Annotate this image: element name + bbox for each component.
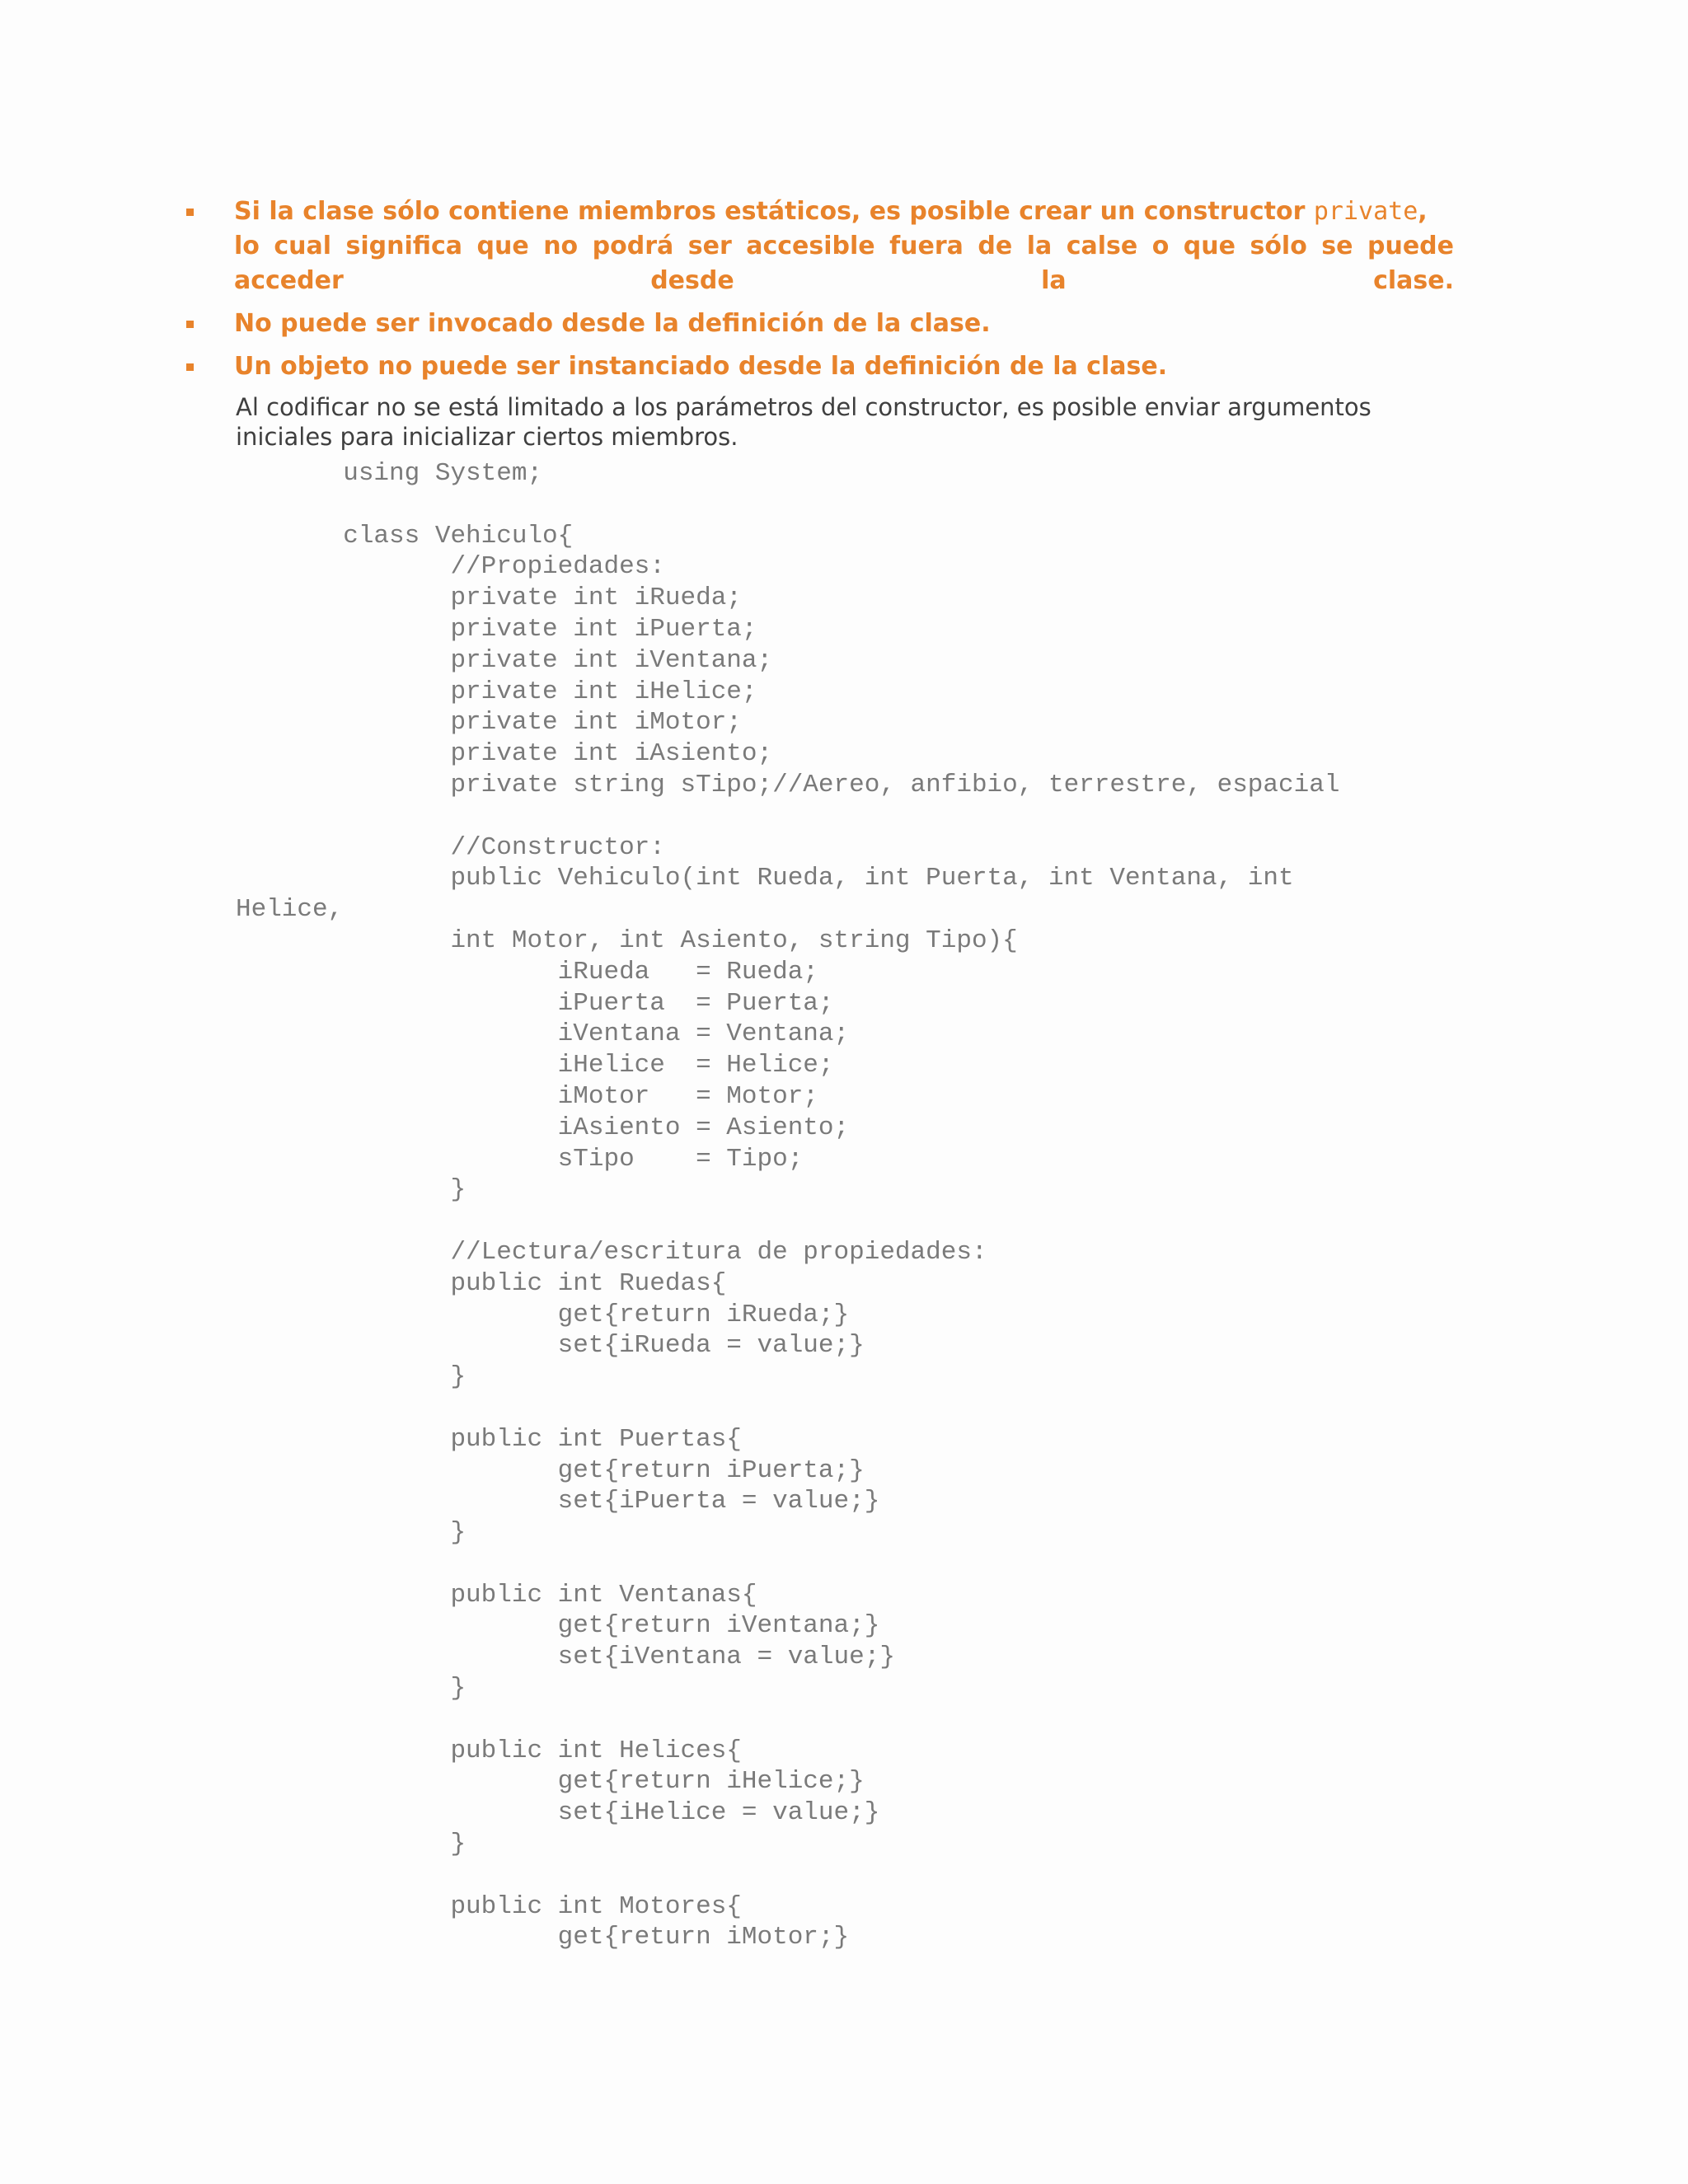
code-line: private int iMotor; xyxy=(236,708,742,738)
code-line: set{iRueda = value;} xyxy=(236,1331,865,1361)
intro-paragraph: Al codificar no se está limitado a los parámetros del constructor, es posible enviar argumentos iniciales para inicializar ciertos miembros. xyxy=(236,393,1372,451)
code-listing xyxy=(236,458,1339,1953)
code-line: } xyxy=(236,1518,467,1548)
code-line: set{iVentana = value;} xyxy=(236,1643,895,1672)
code-line: //Propiedades: xyxy=(236,552,665,582)
code-line: private int iRueda; xyxy=(236,583,742,613)
code-line: public int Puertas{ xyxy=(236,1424,742,1454)
code-line: Helice, xyxy=(236,895,344,925)
code-line: private int iPuerta; xyxy=(236,614,757,644)
code-line: iAsiento = Asiento; xyxy=(236,1113,850,1142)
bullet-text: Un objeto no puede ser instanciado desde la definición de la clase. xyxy=(234,352,1168,381)
square-bullet-icon xyxy=(186,321,194,328)
code-line: } xyxy=(236,1175,467,1205)
bullet-list xyxy=(185,194,1454,392)
bullet-item-not-invoked xyxy=(185,307,1454,341)
code-line: public Vehiculo(int Rueda, int Puerta, int Ventana, int xyxy=(236,864,1294,893)
code-line: sTipo = Tipo; xyxy=(236,1144,804,1174)
inline-code-private: private xyxy=(1313,197,1418,226)
code-line: iPuerta = Puerta; xyxy=(236,988,834,1018)
bullet-item-not-instantiated xyxy=(185,349,1454,384)
code-line: //Constructor: xyxy=(236,832,665,862)
code-line: iMotor = Motor; xyxy=(236,1081,818,1111)
code-line: public int Ventanas{ xyxy=(236,1580,757,1610)
code-line: int Motor, int Asiento, string Tipo){ xyxy=(236,926,1018,955)
code-line: get{return iMotor;} xyxy=(236,1923,850,1952)
bullet-item-private-constructor xyxy=(185,194,1454,298)
code-line: get{return iVentana;} xyxy=(236,1611,880,1641)
code-line: private int iVentana; xyxy=(236,645,773,675)
code-line: using System; xyxy=(236,459,543,488)
code-line: public int Helices{ xyxy=(236,1736,742,1765)
code-line: } xyxy=(236,1362,467,1392)
code-line: get{return iRueda;} xyxy=(236,1300,850,1329)
code-line: iVentana = Ventana; xyxy=(236,1019,850,1049)
code-line: private int iHelice; xyxy=(236,677,757,706)
code-line: } xyxy=(236,1830,467,1859)
code-line: private string sTipo;//Aereo, anfibio, terrestre, espacial xyxy=(236,770,1340,799)
code-line: iRueda = Rueda; xyxy=(236,957,818,987)
bullet-text-punct: , xyxy=(1418,197,1428,226)
code-line: class Vehiculo{ xyxy=(236,521,574,551)
bullet-text: Si la clase sólo contiene miembros estáticos, es posible crear un constructor xyxy=(234,197,1314,226)
code-line: set{iHelice = value;} xyxy=(236,1798,880,1828)
code-line: private int iAsiento; xyxy=(236,739,773,769)
code-line: get{return iPuerta;} xyxy=(236,1455,865,1485)
code-line: public int Motores{ xyxy=(236,1891,742,1921)
code-line: public int Ruedas{ xyxy=(236,1268,727,1298)
code-line: get{return iHelice;} xyxy=(236,1767,865,1797)
bullet-text-continuation: lo cual significa que no podrá ser accesible fuera de la calse o que sólo se puede acceder desde la clase. xyxy=(234,232,1454,295)
code-line: iHelice = Helice; xyxy=(236,1051,834,1080)
code-line: set{iPuerta = value;} xyxy=(236,1487,880,1516)
square-bullet-icon xyxy=(186,363,194,371)
bullet-text: No puede ser invocado desde la definición de la clase. xyxy=(234,309,991,338)
code-line: //Lectura/escritura de propiedades: xyxy=(236,1237,987,1267)
square-bullet-icon xyxy=(186,209,194,216)
code-line: } xyxy=(236,1674,467,1704)
